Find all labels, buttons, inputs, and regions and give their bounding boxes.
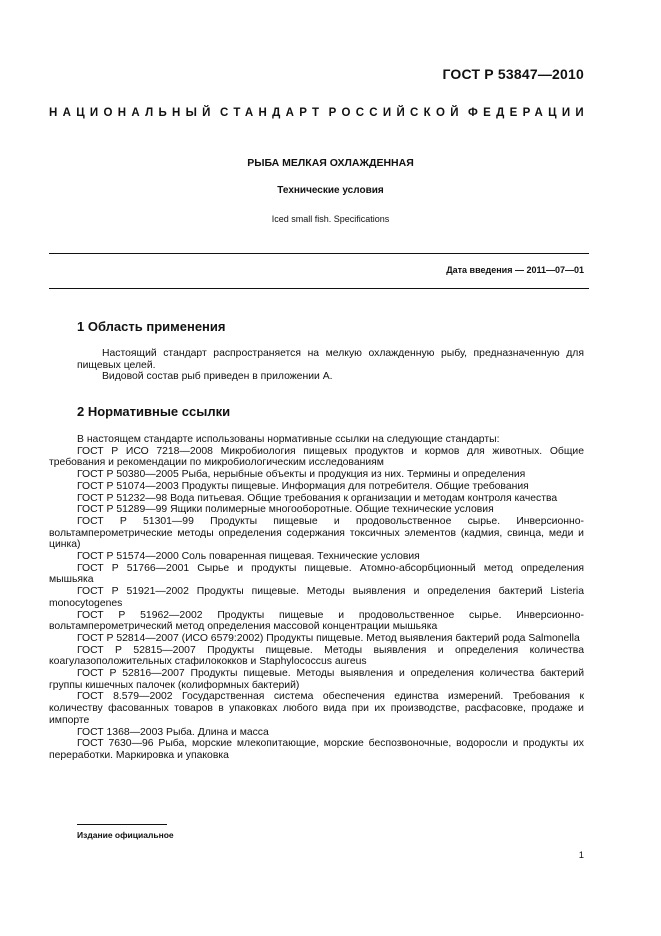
reference-item: ГОСТ Р 51289—99 Ящики полимерные многооборотные. Общие технические условия xyxy=(77,504,494,516)
reference-item: ГОСТ Р 51301—99 Продукты пищевые и продовольственное сырье. Инверсионно-вольтамперометрические методы определения содержания токсичных элементов (кадмия, свинца, меди и цинка) xyxy=(49,515,584,551)
reference-item: ГОСТ Р 52816—2007 Продукты пищевые. Методы выявления и определения количества бактерий группы кишечных палочек (колиформных бактерий) xyxy=(49,668,584,691)
banner-word: ФЕДЕРАЦИИ xyxy=(468,107,589,119)
title-divider xyxy=(49,253,589,254)
reference-item: ГОСТ Р 51574—2000 Соль поваренная пищевая. Технические условия xyxy=(77,551,420,563)
document-subtitle: Технические условия xyxy=(277,185,384,196)
paragraph: Видовой состав рыб приведен в приложении А. xyxy=(102,371,333,383)
reference-item: ГОСТ Р 51074—2003 Продукты пищевые. Информация для потребителя. Общие требования xyxy=(77,480,529,492)
reference-item: ГОСТ Р 50380—2005 Рыба, нерыбные объекты и продукция из них. Термины и определения xyxy=(77,469,526,481)
banner-word: РОССИЙСКОЙ xyxy=(328,107,464,119)
reference-item: ГОСТ 8.579—2002 Государственная система обеспечения единства измерений. Требования к количеству фасованных товаров в упаковках любого вида при их производстве, расфасовке, продаже и импорте xyxy=(49,691,584,726)
reference-item: ГОСТ Р ИСО 7218—2008 Микробиология пищевых продуктов и кормов для животных. Общие требования и рекомендации по микробиологическим исследованиям xyxy=(49,445,584,469)
footer-divider xyxy=(77,824,167,825)
reference-item: ГОСТ Р 52814—2007 (ИСО 6579:2002) Продукты пищевые. Метод выявления бактерий рода Salmonella xyxy=(77,632,580,644)
introduction-date: Дата введения — 2011—07—01 xyxy=(446,265,584,275)
reference-item: ГОСТ 1368—2003 Рыба. Длина и масса xyxy=(77,726,269,738)
section-1-heading: 1 Область применения xyxy=(77,319,226,334)
reference-item: ГОСТ 7630—96 Рыба, морские млекопитающие, морские беспозвоночные, водоросли и продукты их переработки. Маркировка и упаковка xyxy=(49,738,584,761)
banner-word: НАЦИОНАЛЬНЫЙ xyxy=(49,107,216,119)
section-2-body xyxy=(49,434,584,762)
document-title: РЫБА МЕЛКАЯ ОХЛАЖДЕННАЯ xyxy=(247,157,414,169)
paragraph: Настоящий стандарт распространяется на мелкую охлажденную рыбу, предназначенную для пищевых целей. xyxy=(77,348,584,371)
banner-word: СТАНДАРТ xyxy=(220,107,325,119)
page-number: 1 xyxy=(578,850,584,861)
paragraph: В настоящем стандарте использованы нормативные ссылки на следующие стандарты: xyxy=(77,434,500,445)
section-2-heading: 2 Нормативные ссылки xyxy=(77,404,231,419)
reference-item: ГОСТ Р 51766—2001 Сырье и продукты пищевые. Атомно-абсорбционный метод определения мышьяка xyxy=(49,562,584,586)
reference-item: ГОСТ Р 52815—2007 Продукты пищевые. Методы выявления и определения количества коагулазоположительных стафилококков и Staphylococcus aureus xyxy=(49,644,584,668)
document-title-english: Iced small fish. Specifications xyxy=(271,214,390,224)
reference-item: ГОСТ Р 51921—2002 Продукты пищевые. Методы выявления и определения бактерий Listeria monocytogenes xyxy=(49,586,584,609)
reference-item: ГОСТ Р 51232—98 Вода питьевая. Общие требования к организации и методам контроля качества xyxy=(77,492,558,504)
edition-note: Издание официальное xyxy=(77,830,174,840)
national-standard-banner xyxy=(49,107,589,119)
reference-item: ГОСТ Р 51962—2002 Продукты пищевые и продовольственное сырье. Инверсионно-вольтамперометрический метод определения массовой концентрации мышьяка xyxy=(49,609,584,633)
standard-number: ГОСТ Р 53847—2010 xyxy=(442,66,584,82)
date-divider xyxy=(49,288,589,289)
section-1-body xyxy=(77,348,584,383)
